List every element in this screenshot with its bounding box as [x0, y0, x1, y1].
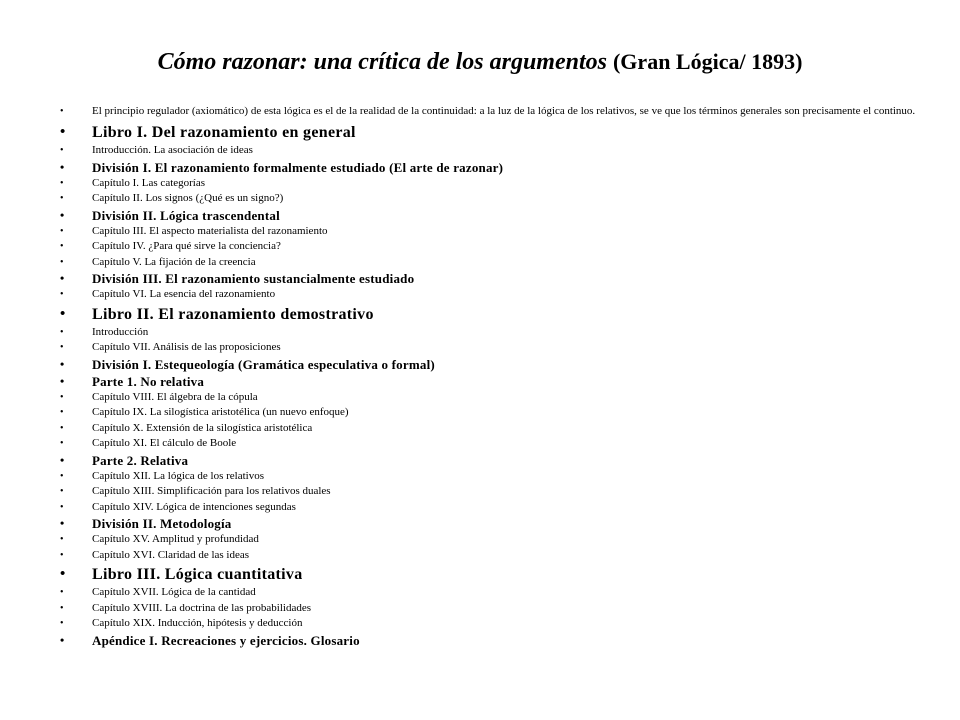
outline-item: • El principio regulador (axiomático) de esta lógica es el de la realidad de la continuidad: a la luz de la lógica de los relativos, se ve que los términos generales son precisamente el continuo. — [56, 106, 916, 121]
outline-item: • Capítulo XVI. Claridad de las ideas — [56, 548, 916, 564]
outline-item: • Capítulo V. La fijación de la creencia — [56, 255, 916, 271]
outline-item: • Apéndice I. Recreaciones y ejercicios. Glosario — [56, 632, 916, 649]
outline-item: • División III. El razonamiento sustancialmente estudiado — [56, 270, 916, 287]
outline-item: • Parte 2. Relativa — [56, 452, 916, 469]
outline-item: • Capítulo II. Los signos (¿Qué es un signo?) — [56, 191, 916, 207]
outline-item: • Capítulo XI. El cálculo de Boole — [56, 436, 916, 452]
outline-item: • Capítulo XIX. Inducción, hipótesis y deducción — [56, 616, 916, 632]
slide-title-italic: Cómo razonar: una crítica de los argumentos — [157, 49, 607, 75]
outline-item: • División I. El razonamiento formalmente estudiado (El arte de razonar) — [56, 159, 916, 176]
outline-item: • Capítulo VI. La esencia del razonamiento — [56, 287, 916, 303]
outline-item: • Capítulo XII. La lógica de los relativos — [56, 469, 916, 485]
outline-list — [56, 106, 916, 649]
outline-item: • Capítulo X. Extensión de la silogística aristotélica — [56, 421, 916, 437]
outline-item: • Capítulo IV. ¿Para qué sirve la conciencia? — [56, 239, 916, 255]
slide-title — [0, 48, 960, 76]
outline-item: • Capítulo IX. La silogística aristotélica (un nuevo enfoque) — [56, 405, 916, 421]
outline-item: • Capítulo III. El aspecto materialista del razonamiento — [56, 224, 916, 240]
outline-item: • Introducción. La asociación de ideas — [56, 143, 916, 159]
outline-item: • División II. Lógica trascendental — [56, 207, 916, 224]
outline-item: • División I. Estequeología (Gramática especulativa o formal) — [56, 356, 916, 373]
outline-item: • Capítulo VIII. El álgebra de la cópula — [56, 390, 916, 406]
outline-item: • Libro III. Lógica cuantitativa — [56, 564, 916, 585]
outline-item: • Libro II. El razonamiento demostrativo — [56, 304, 916, 325]
outline-item: • Capítulo XIII. Simplificación para los relativos duales — [56, 484, 916, 500]
outline-item: • Capítulo XV. Amplitud y profundidad — [56, 532, 916, 548]
outline-item: • Capítulo XVII. Lógica de la cantidad — [56, 585, 916, 601]
outline-item: • Capítulo XVIII. La doctrina de las probabilidades — [56, 601, 916, 617]
outline-item: • División II. Metodología — [56, 515, 916, 532]
outline-item: • Parte 1. No relativa — [56, 373, 916, 390]
outline-item: • Libro I. Del razonamiento en general — [56, 122, 916, 143]
outline-item: • Introducción — [56, 325, 916, 341]
outline-item: • Capítulo I. Las categorías — [56, 176, 916, 192]
outline-item: • Capítulo VII. Análisis de las proposiciones — [56, 340, 916, 356]
slide-title-subtitle: (Gran Lógica/ 1893) — [612, 49, 803, 74]
outline-item: • Capítulo XIV. Lógica de intenciones segundas — [56, 500, 916, 516]
